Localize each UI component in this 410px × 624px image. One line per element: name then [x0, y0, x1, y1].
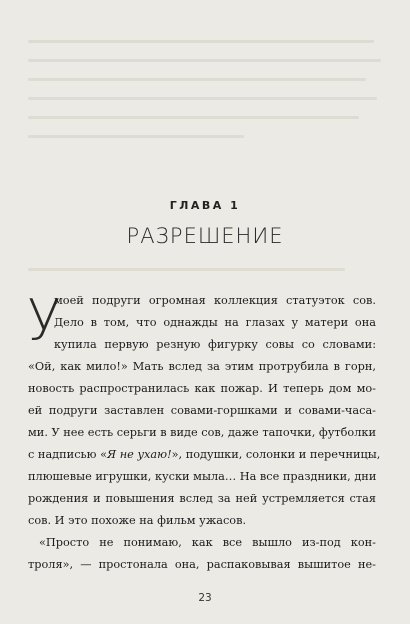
page-number: 23 — [198, 592, 212, 604]
body-line: рождения и повышения вслед за ней устремляется стая — [28, 492, 376, 505]
body-text-segment: с надписью — [28, 448, 101, 461]
body-line: ми. У нее есть серьги в виде сов, даже тапочки, футболки — [28, 426, 376, 439]
body-line: с надписью «Я не ухаю!», подушки, солонки и перечницы, — [28, 448, 381, 461]
drop-cap: У — [27, 288, 62, 353]
body-line: новость распространилась как пожар. И теперь дом мо- — [28, 382, 376, 395]
italic-text: Я не ухаю! — [107, 448, 172, 461]
bleed-through-text — [28, 40, 388, 287]
body-line: сов. И это похоже на фильм ужасов. — [28, 514, 247, 527]
body-line: Дело в том, что однажды на глазах у матери она — [54, 316, 376, 329]
body-line: троля», — простонала она, распаковывая вышитое не- — [28, 558, 376, 571]
chapter-label: ГЛАВА 1 — [169, 199, 241, 212]
body-line: моей подруги огромная коллекция статуэток сов. — [54, 294, 376, 307]
body-line: плюшевые игрушки, куски мыла… На все праздники, дни — [28, 470, 377, 483]
chapter-title: РАЗРЕШЕНИЕ — [126, 224, 284, 248]
body-line: «Ой, как мило!» Мать вслед за этим протрубила в горн, — [28, 360, 376, 373]
body-line: ей подруги заставлен совами-горшками и совами-часа- — [28, 404, 376, 417]
body-line: купила первую резную фигурку совы со словами: — [54, 338, 376, 351]
body-text — [28, 290, 381, 576]
body-line: «Просто не понимаю, как все вышло из-под кон- — [39, 536, 376, 549]
body-text-segment: », подушки, солонки и перечницы, — [171, 448, 381, 461]
